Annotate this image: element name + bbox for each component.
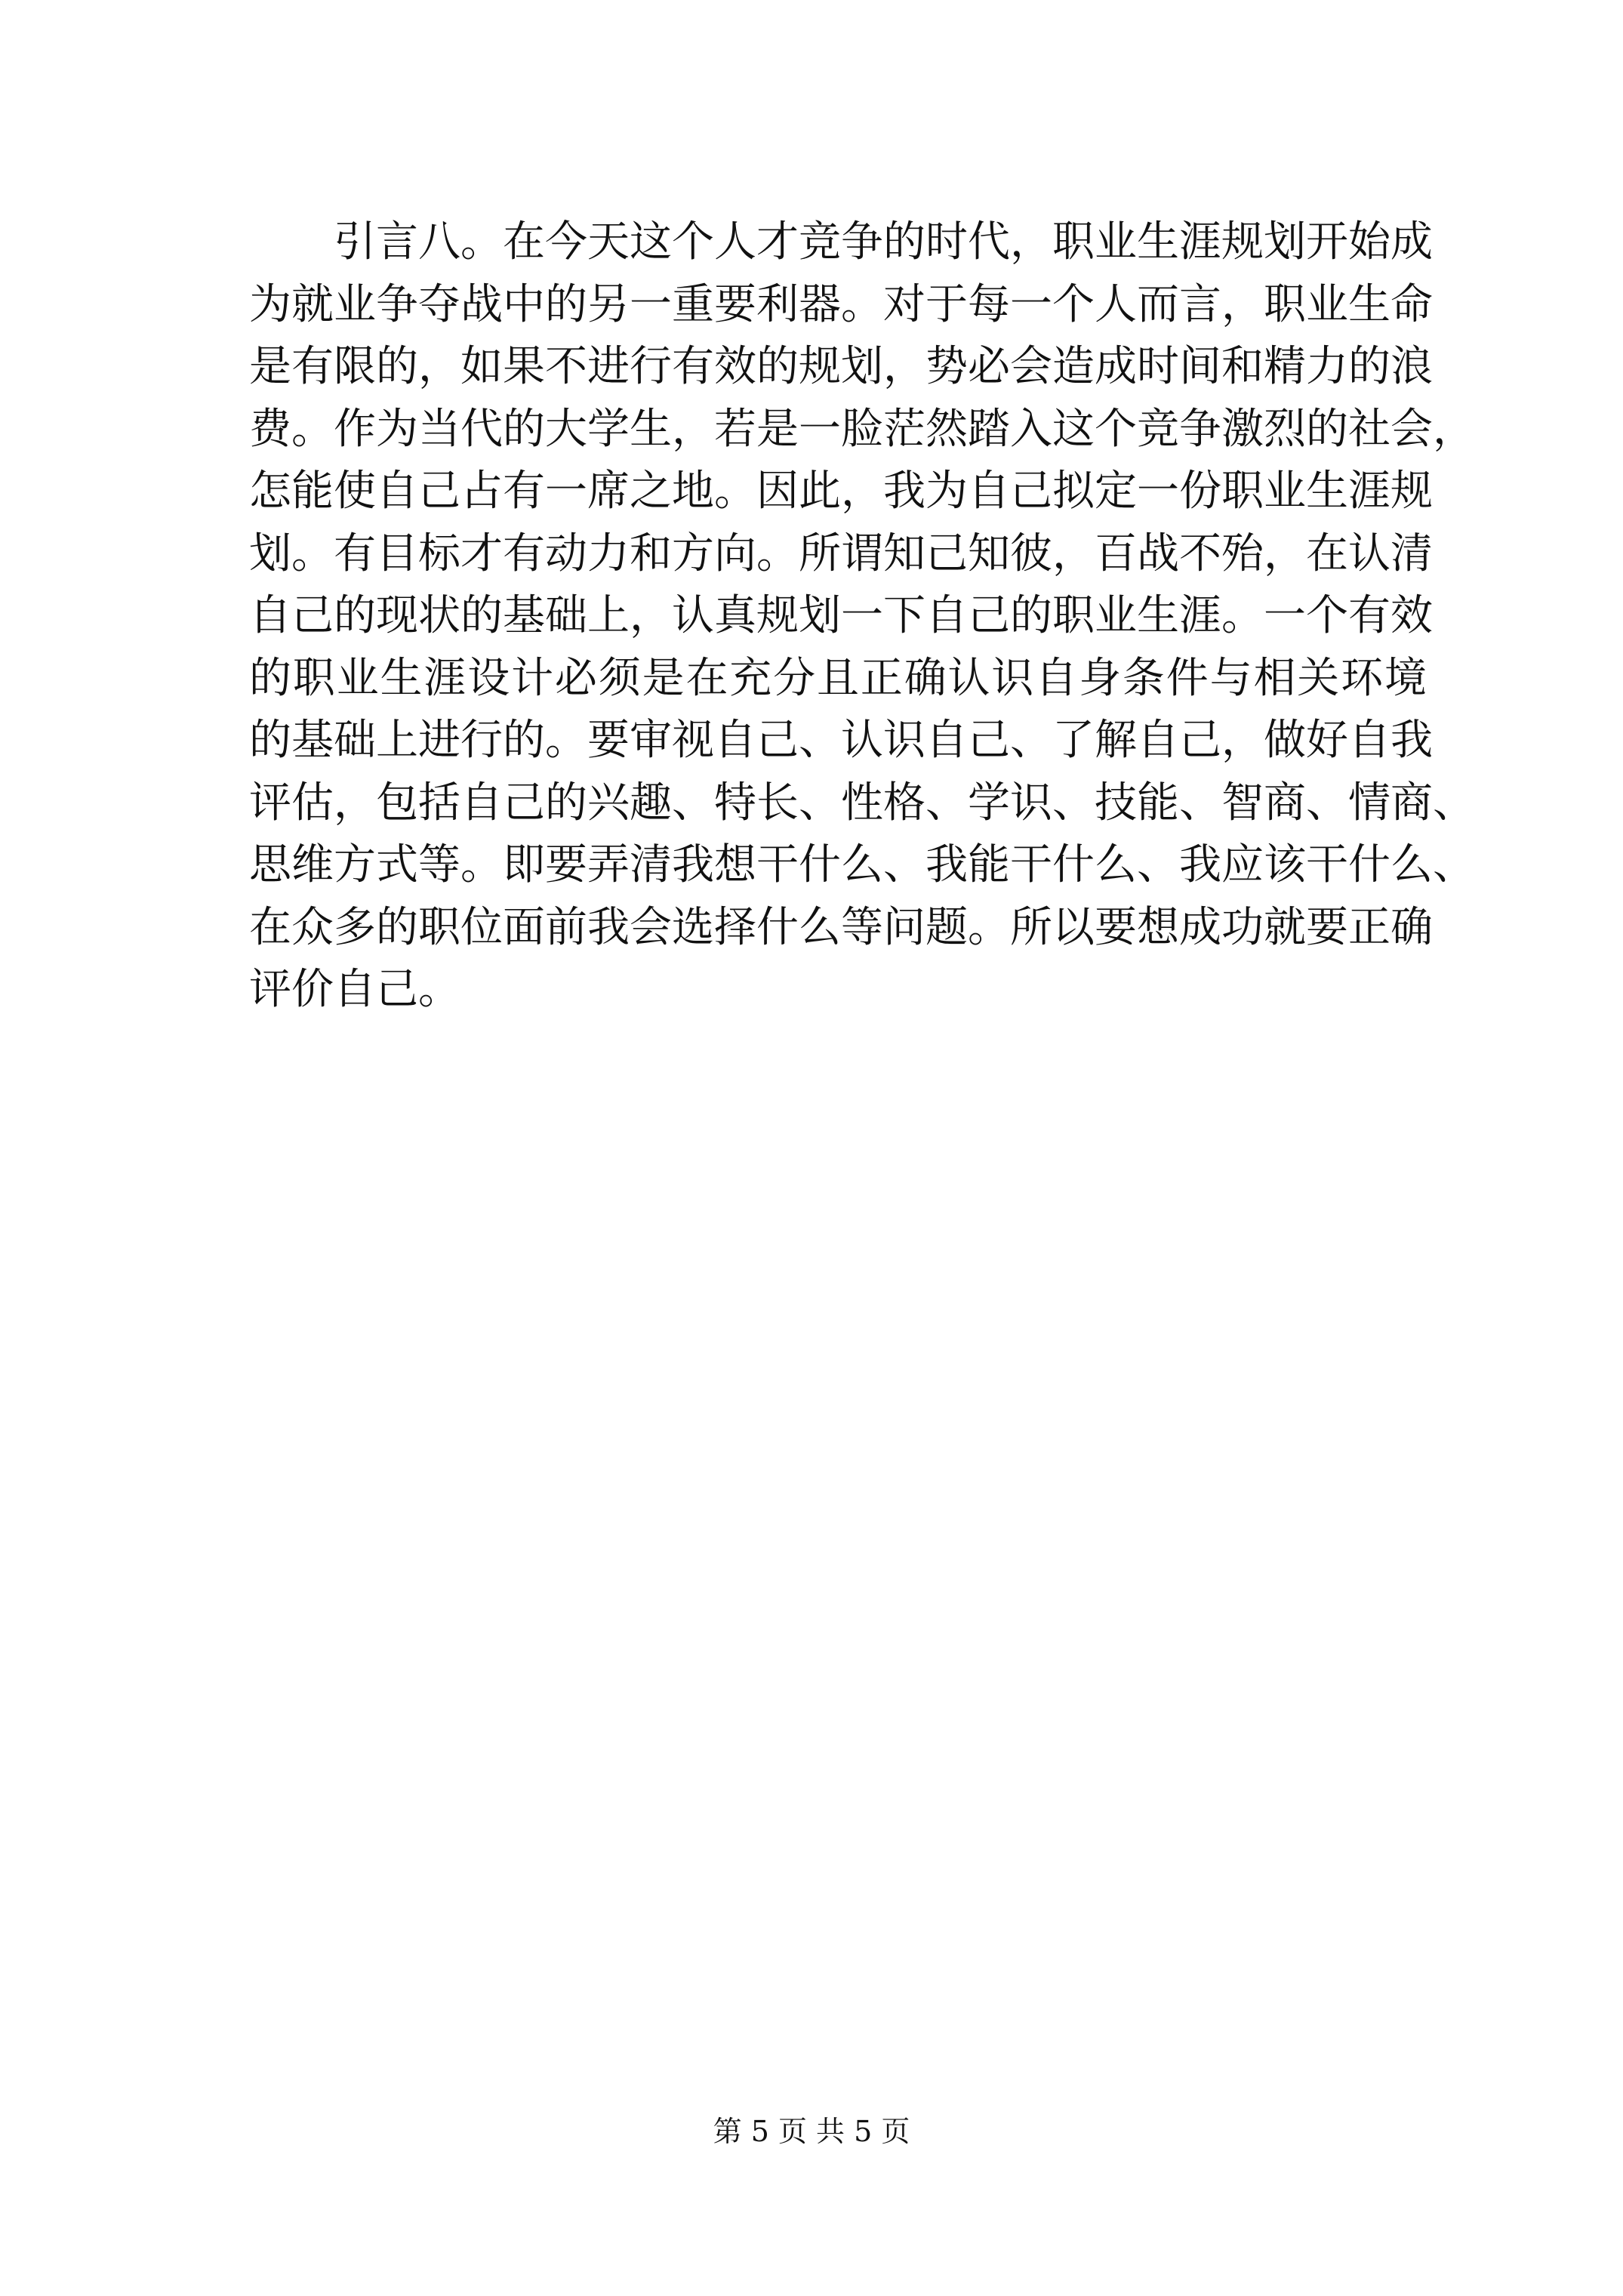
paragraph-line: 的基础上进行的。要审视自己、认识自己、了解自己，做好自我: [249, 716, 1433, 765]
paragraph-line: 评价自己。: [249, 965, 460, 1014]
paragraph-line: 引言八。在今天这个人才竞争的时代，职业生涯规划开始成: [334, 217, 1433, 267]
paragraph-line: 思维方式等。即要弄清我想干什么、我能干什么、我应该干什么、: [249, 840, 1475, 889]
paragraph-line: 评估，包括自己的兴趣、特长、性格、学识、技能、智商、情商、: [249, 778, 1475, 827]
page-number-footer: 第 5 页 共 5 页: [713, 2115, 910, 2148]
paragraph-line: 怎能使自己占有一席之地。因此，我为自己拟定一份职业生涯规: [249, 467, 1433, 516]
paragraph-line: 在众多的职位面前我会选择什么等问题。所以要想成功就要正确: [249, 902, 1433, 952]
paragraph-line: 自己的现状的基础上，认真规划一下自己的职业生涯。一个有效: [249, 591, 1433, 640]
body-paragraph: [249, 211, 1475, 1022]
paragraph-line: 费。作为当代的大学生，若是一脸茫然踏入这个竞争激烈的社会，: [249, 404, 1475, 454]
paragraph-line: 划。有目标才有动力和方向。所谓知己知彼，百战不殆，在认清: [249, 529, 1433, 578]
paragraph-line: 的职业生涯设计必须是在充分且正确认识自身条件与相关环境: [249, 653, 1427, 703]
paragraph-line: 是有限的，如果不进行有效的规划，势必会造成时间和精力的浪: [249, 342, 1433, 391]
paragraph-line: 为就业争夺战中的另一重要利器。对于每一个人而言，职业生命: [249, 279, 1433, 329]
